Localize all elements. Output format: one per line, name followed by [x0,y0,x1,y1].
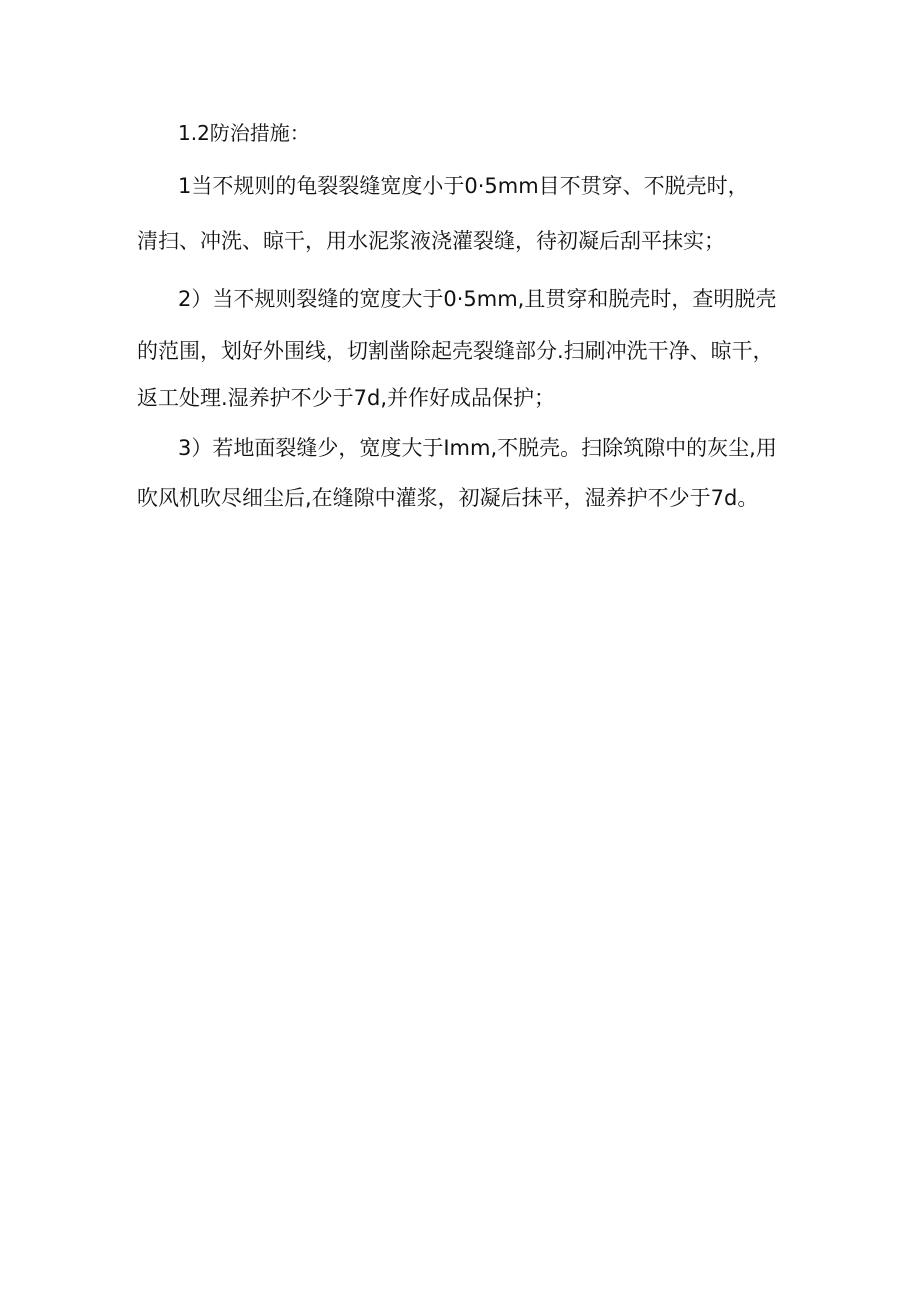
item1-line2: 清扫、冲洗、晾干，用水泥浆液浇灌裂缝，待初凝后刮平抹实； [137,229,725,253]
section-heading: 1.2防治措施： [178,121,310,145]
item1-line1: 1当不规则的龟裂裂缝宽度小于0·5mm目不贯穿、不脱壳时， [178,174,749,198]
item2-line2: 的范围，划好外围线，切割凿除起壳裂缝部分.扫刷冲洗干净、晾干， [137,339,774,363]
item3-line2: 吹风机吹尽细尘后,在缝隙中灌浆，初凝后抹平，湿养护不少于7d。 [137,486,759,510]
item3-line1: 3）若地面裂缝少，宽度大于Imm,不脱壳。扫除筑隙中的灰尘,用 [178,436,777,460]
item2-line3: 返工处理.湿养护不少于7d,并作好成品保护； [137,386,556,410]
item2-line1: 2）当不规则裂缝的宽度大于0·5mm,且贯穿和脱壳时，查明脱壳 [178,287,777,311]
